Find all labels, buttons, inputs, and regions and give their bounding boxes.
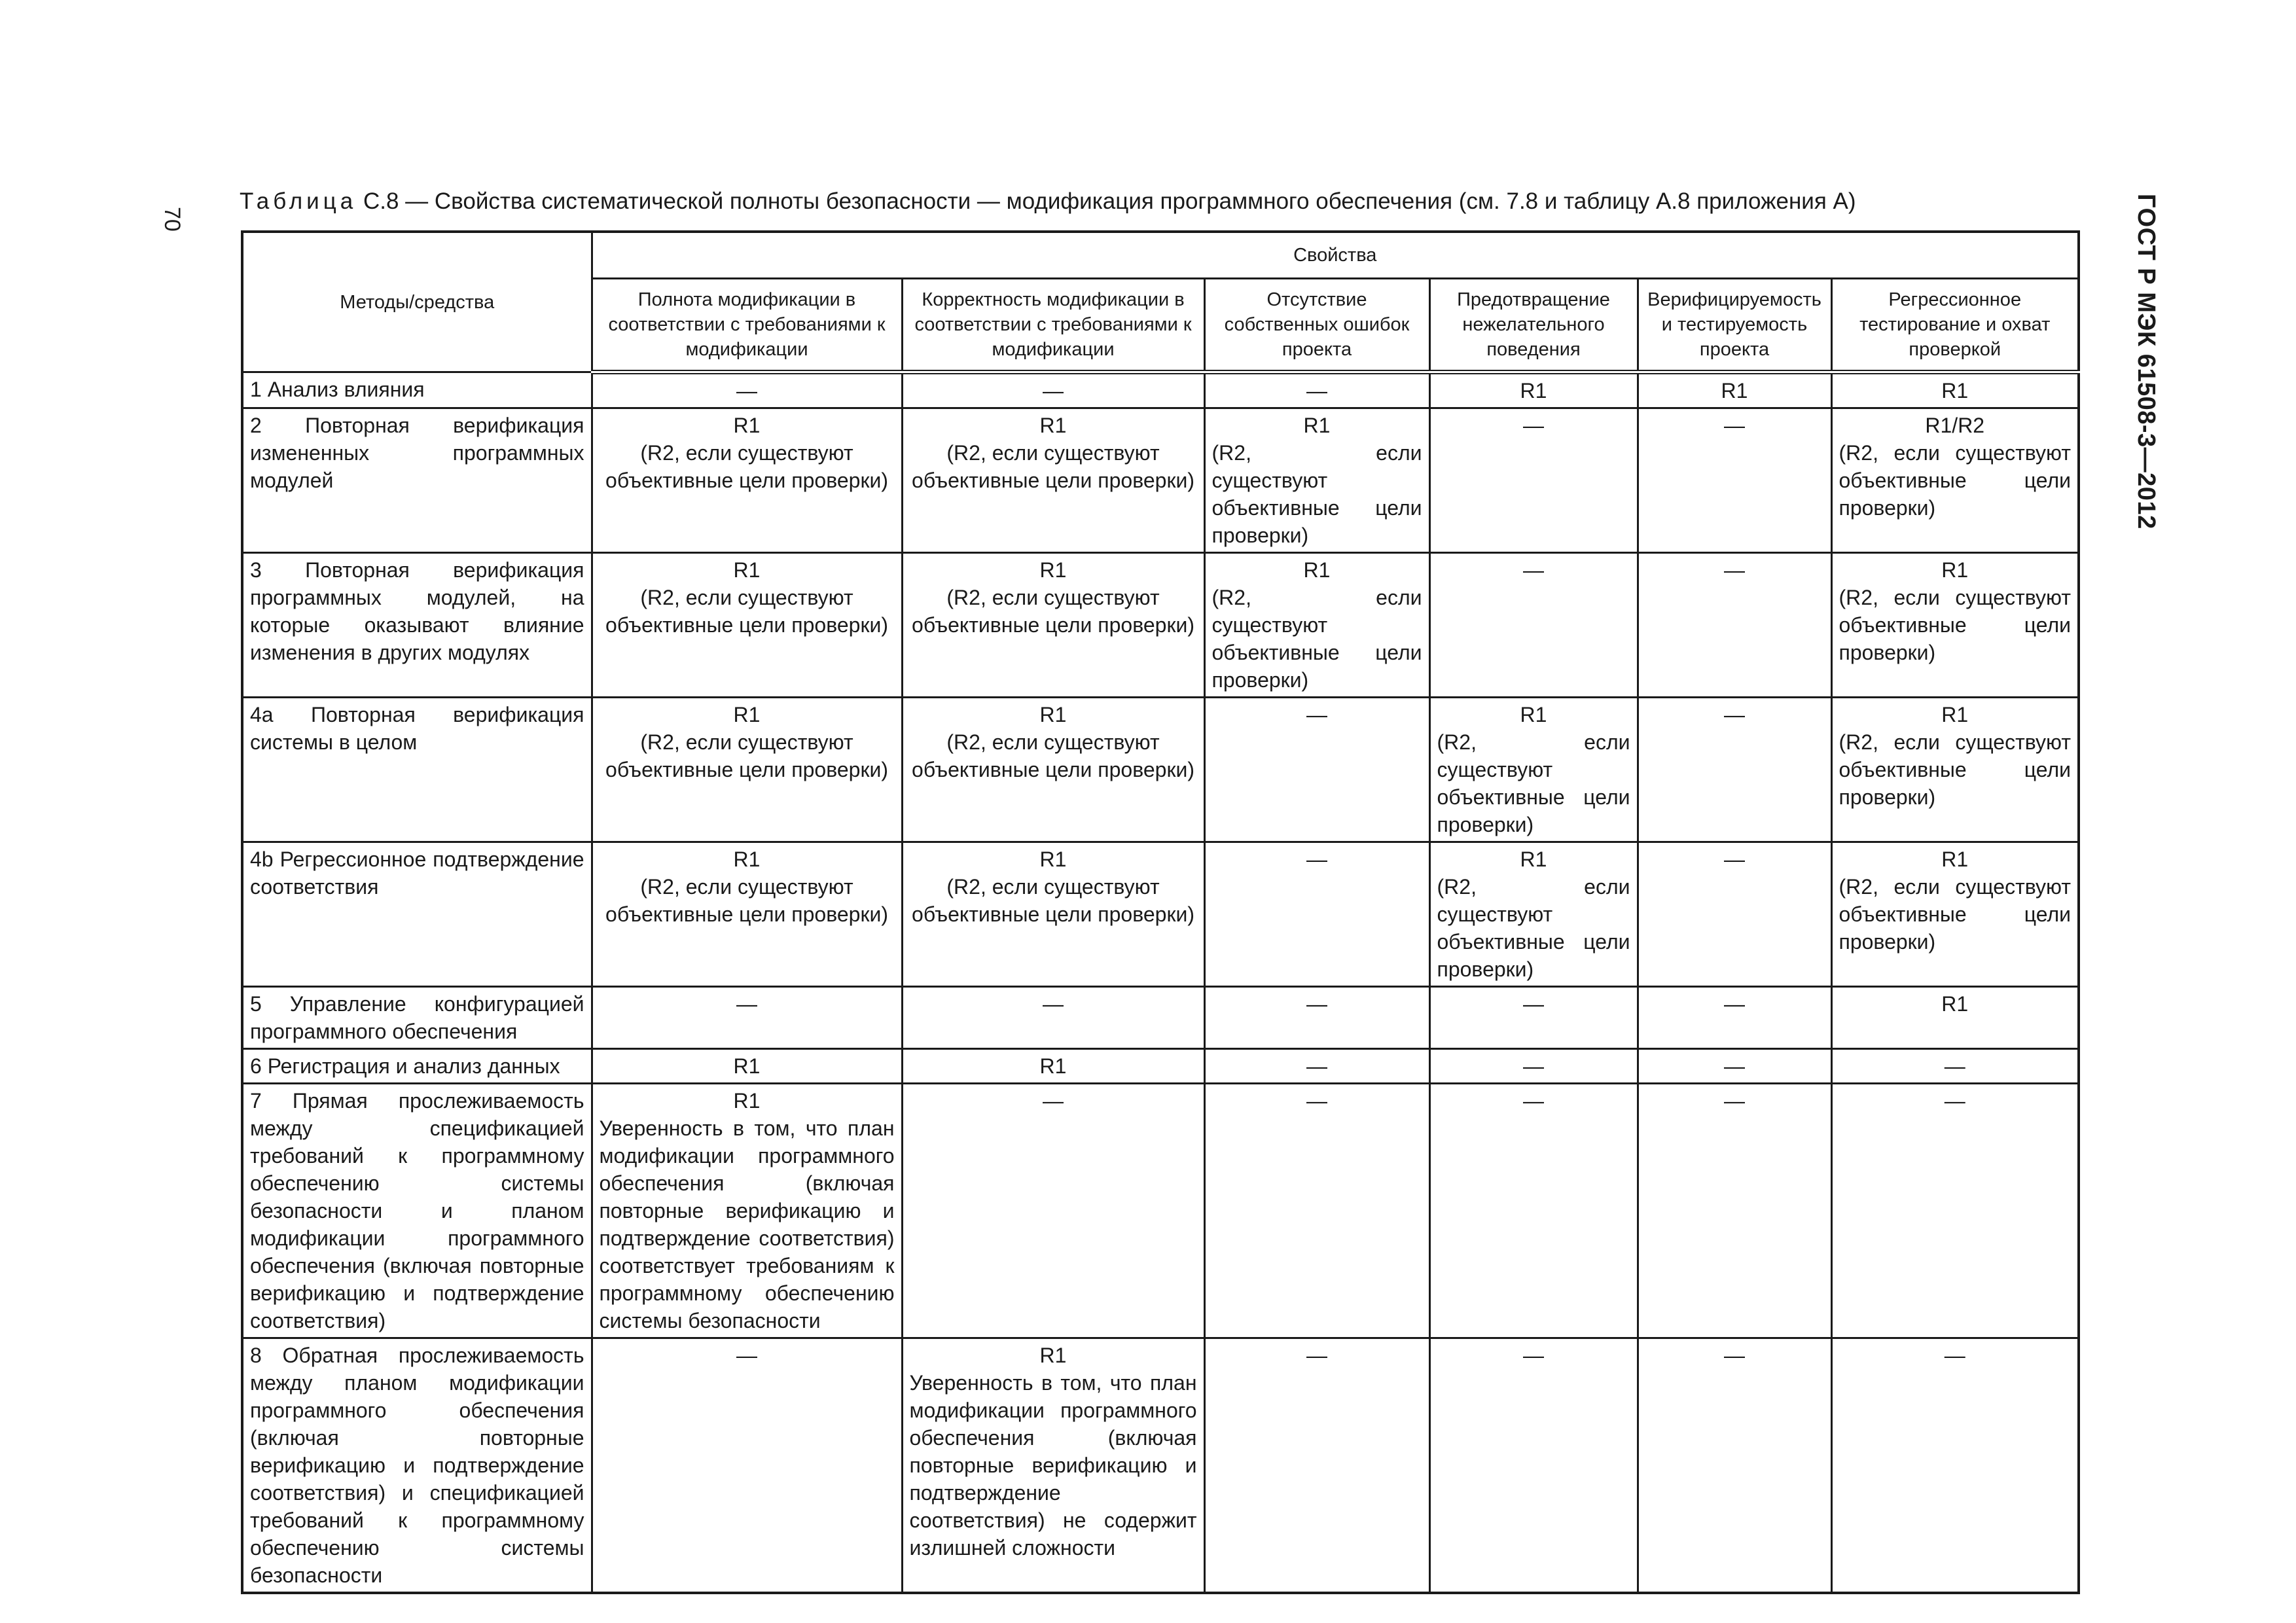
property-cell xyxy=(902,1049,1204,1084)
property-cell xyxy=(592,553,902,698)
recommendation-code: R1 xyxy=(733,847,761,871)
not-applicable-dash: — xyxy=(1944,1089,1965,1113)
property-cell xyxy=(902,842,1204,987)
property-cell xyxy=(1638,698,1831,842)
recommendation-code: R1 xyxy=(1039,847,1067,871)
property-cell xyxy=(902,987,1204,1049)
method-cell: 7 Прямая прослеживаемость между спецификацией требований к программному обеспечению системы безопасности и планом модификации программного обеспечения (включая повторные верификацию и подтверждение соответствия) xyxy=(242,1084,592,1338)
not-applicable-dash: — xyxy=(1724,703,1745,726)
property-cell xyxy=(1638,553,1831,698)
property-cell xyxy=(902,408,1204,553)
property-cell xyxy=(1429,987,1638,1049)
not-applicable-dash: — xyxy=(1523,414,1544,437)
property-cell xyxy=(1429,1084,1638,1338)
recommendation-note: (R2, если существуют объективные цели проверки) xyxy=(1839,730,2071,809)
property-cell xyxy=(592,1049,902,1084)
property-cell xyxy=(1204,842,1429,987)
not-applicable-dash: — xyxy=(1724,414,1745,437)
properties-table xyxy=(241,230,2080,1594)
recommendation-code: R1 xyxy=(1941,703,1969,726)
not-applicable-dash: — xyxy=(1944,1344,1965,1367)
table-row xyxy=(242,408,2079,553)
method-cell: 4b Регрессионное подтверждение соответствия xyxy=(242,842,592,987)
recommendation-code: R1 xyxy=(1941,558,1969,582)
property-cell xyxy=(592,372,902,408)
recommendation-code: R1 xyxy=(1941,379,1969,402)
not-applicable-dash: — xyxy=(1306,1054,1327,1078)
property-cell xyxy=(1204,698,1429,842)
property-cell xyxy=(1429,1049,1638,1084)
not-applicable-dash: — xyxy=(1306,992,1327,1016)
not-applicable-dash: — xyxy=(1523,992,1544,1016)
recommendation-code: R1 xyxy=(1941,992,1969,1016)
property-cell xyxy=(1204,1338,1429,1594)
property-cell xyxy=(1429,553,1638,698)
document-code: ГОСТ Р МЭК 61508-3—2012 xyxy=(2132,194,2160,529)
property-cell xyxy=(1638,1338,1831,1594)
property-cell xyxy=(1204,372,1429,408)
recommendation-note: (R2, если существуют объективные цели проверки) xyxy=(1211,441,1422,547)
property-cell xyxy=(1831,372,2079,408)
column-header: Корректность модификации в соответствии с требованиями к модификации xyxy=(902,279,1204,372)
recommendation-code: R1 xyxy=(733,1089,761,1113)
recommendation-note: (R2, если существуют объективные цели проверки) xyxy=(605,441,888,492)
recommendation-code: R1 xyxy=(1303,558,1331,582)
recommendation-note: (R2, если существуют объективные цели проверки) xyxy=(1211,586,1422,692)
table-caption xyxy=(240,188,2151,215)
not-applicable-dash: — xyxy=(1724,1344,1745,1367)
column-header: Предотвращение нежелательного поведения xyxy=(1429,279,1638,372)
property-cell xyxy=(902,372,1204,408)
property-cell xyxy=(1831,408,2079,553)
recommendation-note: (R2, если существуют объективные цели проверки) xyxy=(912,875,1194,926)
not-applicable-dash: — xyxy=(1724,1089,1745,1113)
property-cell xyxy=(1831,842,2079,987)
properties-header: Свойства xyxy=(592,232,2079,279)
property-cell xyxy=(592,1084,902,1338)
table-row xyxy=(242,987,2079,1049)
not-applicable-dash: — xyxy=(1523,1344,1544,1367)
property-cell xyxy=(1831,1049,2079,1084)
recommendation-code: R1 xyxy=(1520,703,1547,726)
property-cell xyxy=(1831,1084,2079,1338)
not-applicable-dash: — xyxy=(1306,1344,1327,1367)
property-cell xyxy=(1429,842,1638,987)
recommendation-note: (R2, если существуют объективные цели проверки) xyxy=(1437,730,1630,836)
page-number: 70 xyxy=(160,207,185,232)
recommendation-code: R1 xyxy=(1039,1344,1067,1367)
table-row xyxy=(242,372,2079,408)
table-row xyxy=(242,1338,2079,1594)
property-cell xyxy=(1429,698,1638,842)
table-row xyxy=(242,698,2079,842)
recommendation-code: R1/R2 xyxy=(1925,414,1985,437)
not-applicable-dash: — xyxy=(1724,558,1745,582)
property-cell xyxy=(592,842,902,987)
recommendation-code: R1 xyxy=(1520,847,1547,871)
not-applicable-dash: — xyxy=(1523,1054,1544,1078)
not-applicable-dash: — xyxy=(1306,703,1327,726)
property-cell xyxy=(902,1084,1204,1338)
property-cell xyxy=(1638,842,1831,987)
recommendation-code: R1 xyxy=(1303,414,1331,437)
property-cell xyxy=(1429,372,1638,408)
not-applicable-dash: — xyxy=(1724,1054,1745,1078)
not-applicable-dash: — xyxy=(736,1344,757,1367)
methods-header: Методы/средства xyxy=(242,232,592,372)
method-cell: 4a Повторная верификация системы в целом xyxy=(242,698,592,842)
property-cell xyxy=(1204,553,1429,698)
not-applicable-dash: — xyxy=(1523,558,1544,582)
recommendation-code: R1 xyxy=(733,414,761,437)
recommendation-code: R1 xyxy=(1941,847,1969,871)
recommendation-note: (R2, если существуют объективные цели проверки) xyxy=(605,586,888,637)
property-cell xyxy=(1831,1338,2079,1594)
property-cell xyxy=(902,698,1204,842)
recommendation-code: R1 xyxy=(1039,703,1067,726)
recommendation-note: (R2, если существуют объективные цели проверки) xyxy=(912,730,1194,781)
property-cell xyxy=(1204,1084,1429,1338)
property-cell xyxy=(1831,553,2079,698)
property-cell xyxy=(902,553,1204,698)
recommendation-note: Уверенность в том, что план модификации программного обеспечения (включая повторные верификацию и подтверждение соответствия) соответствует требованиям к программному обеспечению системы безопасности xyxy=(599,1116,895,1332)
recommendation-note: Уверенность в том, что план модификации программного обеспечения (включая повторные верификацию и подтверждение соответствия) не содержит излишней сложности xyxy=(909,1371,1197,1560)
recommendation-code: R1 xyxy=(1721,379,1748,402)
recommendation-code: R1 xyxy=(1039,558,1067,582)
property-cell xyxy=(1204,408,1429,553)
method-cell: 6 Регистрация и анализ данных xyxy=(242,1049,592,1084)
table-body xyxy=(242,372,2079,1594)
not-applicable-dash: — xyxy=(1043,379,1064,402)
not-applicable-dash: — xyxy=(1043,992,1064,1016)
property-cell xyxy=(1638,408,1831,553)
property-cell xyxy=(1638,1084,1831,1338)
recommendation-code: R1 xyxy=(733,558,761,582)
table-row xyxy=(242,842,2079,987)
recommendation-note: (R2, если существуют объективные цели проверки) xyxy=(1839,875,2071,954)
not-applicable-dash: — xyxy=(1306,847,1327,871)
property-cell xyxy=(1429,1338,1638,1594)
property-cell xyxy=(592,408,902,553)
recommendation-note: (R2, если существуют объективные цели проверки) xyxy=(1839,586,2071,664)
column-header: Полнота модификации в соответствии с требованиями к модификации xyxy=(592,279,902,372)
method-cell: 3 Повторная верификация программных модулей, на которые оказывают влияние изменения в других модулях xyxy=(242,553,592,698)
recommendation-code: R1 xyxy=(733,703,761,726)
recommendation-code: R1 xyxy=(1039,1054,1067,1078)
recommendation-note: (R2, если существуют объективные цели проверки) xyxy=(1839,441,2071,520)
property-cell xyxy=(1429,408,1638,553)
not-applicable-dash: — xyxy=(1724,992,1745,1016)
recommendation-note: (R2, если существуют объективные цели проверки) xyxy=(605,875,888,926)
not-applicable-dash: — xyxy=(1306,1089,1327,1113)
recommendation-code: R1 xyxy=(1520,379,1547,402)
caption-text: С.8 — Свойства систематической полноты безопасности — модификация программного обеспечения (см. 7.8 и таблицу А.8 приложения А) xyxy=(357,188,1856,214)
recommendation-note: (R2, если существуют объективные цели проверки) xyxy=(912,586,1194,637)
property-cell xyxy=(592,1338,902,1594)
recommendation-code: R1 xyxy=(733,1054,761,1078)
property-cell xyxy=(1831,987,2079,1049)
property-cell xyxy=(1831,698,2079,842)
property-cell xyxy=(1638,1049,1831,1084)
method-cell: 2 Повторная верификация измененных программных модулей xyxy=(242,408,592,553)
not-applicable-dash: — xyxy=(1944,1054,1965,1078)
not-applicable-dash: — xyxy=(1043,1089,1064,1113)
not-applicable-dash: — xyxy=(1523,1089,1544,1113)
not-applicable-dash: — xyxy=(736,992,757,1016)
property-cell xyxy=(592,987,902,1049)
column-header: Регрессионное тестирование и охват проверкой xyxy=(1831,279,2079,372)
property-cell xyxy=(902,1338,1204,1594)
recommendation-code: R1 xyxy=(1039,414,1067,437)
header-super-row xyxy=(242,232,2079,279)
method-cell: 5 Управление конфигурацией программного обеспечения xyxy=(242,987,592,1049)
table-header xyxy=(242,232,2079,372)
not-applicable-dash: — xyxy=(736,379,757,402)
method-cell: 1 Анализ влияния xyxy=(242,372,592,408)
property-cell xyxy=(592,698,902,842)
not-applicable-dash: — xyxy=(1724,847,1745,871)
recommendation-note: (R2, если существуют объективные цели проверки) xyxy=(1437,875,1630,981)
column-header: Верифицируемость и тестируемость проекта xyxy=(1638,279,1831,372)
property-cell xyxy=(1638,372,1831,408)
property-cell xyxy=(1204,1049,1429,1084)
caption-label: Таблица xyxy=(240,188,357,214)
property-cell xyxy=(1204,987,1429,1049)
recommendation-note: (R2, если существуют объективные цели проверки) xyxy=(912,441,1194,492)
table-row xyxy=(242,553,2079,698)
property-cell xyxy=(1638,987,1831,1049)
column-header: Отсутствие собственных ошибок проекта xyxy=(1204,279,1429,372)
method-cell: 8 Обратная прослеживаемость между планом модификации программного обеспечения (включая повторные верификацию и подтверждение соответствия) и спецификацией требований к программному обеспечению системы безопасности xyxy=(242,1338,592,1594)
table-row xyxy=(242,1084,2079,1338)
table-row xyxy=(242,1049,2079,1084)
recommendation-note: (R2, если существуют объективные цели проверки) xyxy=(605,730,888,781)
not-applicable-dash: — xyxy=(1306,379,1327,402)
